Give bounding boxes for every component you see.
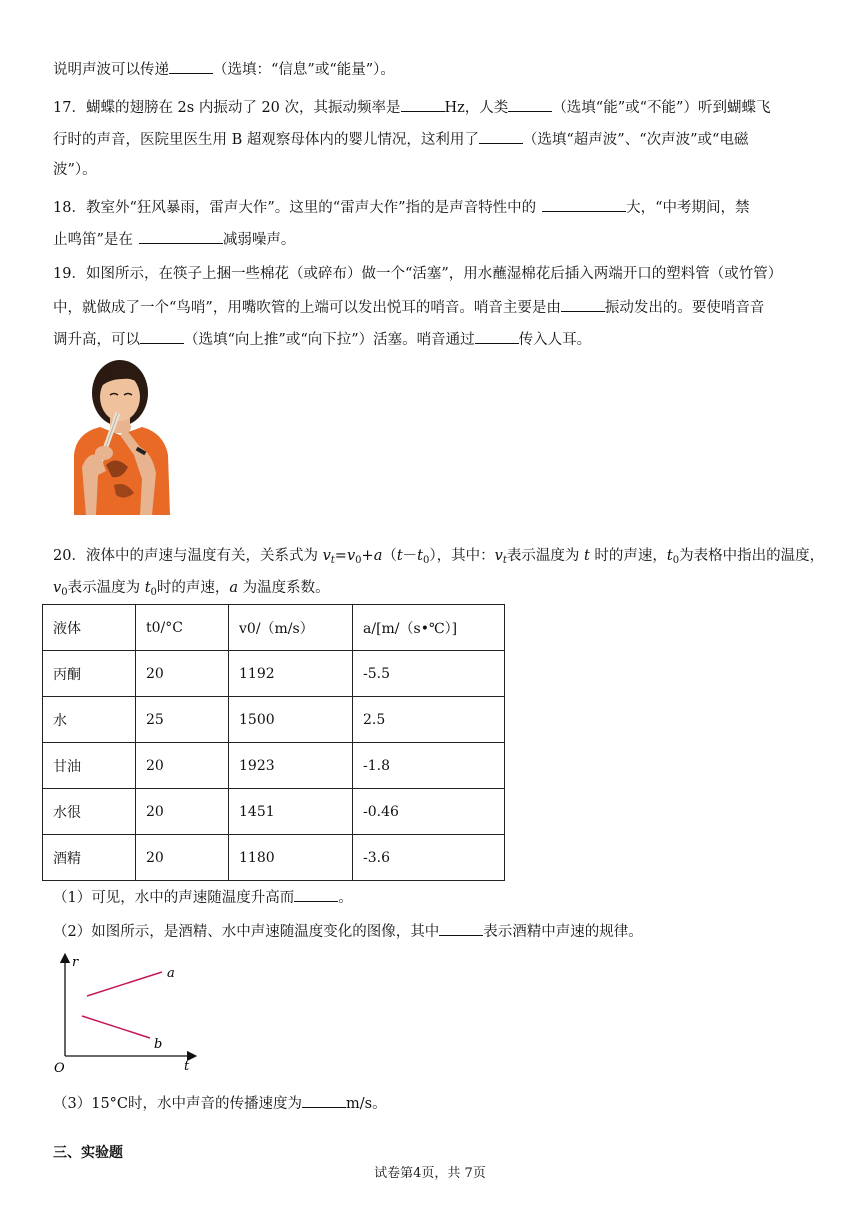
q18-line1: 18．教室外“狂风暴雨，雷声大作”。这里的“雷声大作”指的是声音特性中的 大，“中考期间，禁 xyxy=(53,196,810,218)
table-cell: -0.46 xyxy=(353,789,505,835)
q18-line2: 止鸣笛”是在 减弱噪声。 xyxy=(53,228,810,250)
table-cell: 2.5 xyxy=(353,697,505,743)
table-cell: 1180 xyxy=(229,835,353,881)
table-cell: 1923 xyxy=(229,743,353,789)
table-cell: 20 xyxy=(136,789,229,835)
line-a xyxy=(87,972,162,996)
whistle-player-illustration xyxy=(56,355,180,515)
table-cell: 酒精 xyxy=(43,835,136,881)
speed-temperature-graph xyxy=(50,952,200,1072)
section-title: 三、实验题 xyxy=(53,1145,123,1161)
table-row xyxy=(43,651,505,697)
answer-blank[interactable] xyxy=(401,96,445,112)
table-cell: 20 xyxy=(136,835,229,881)
table-cell: -3.6 xyxy=(353,835,505,881)
header-cell: v0/（m/s） xyxy=(229,605,353,651)
table-cell: 20 xyxy=(136,743,229,789)
table-row xyxy=(43,743,505,789)
q20-sub1: （1）可见，水中的声速随温度升高而 。 xyxy=(53,886,810,908)
q20-sub3: （3）15°C时，水中声音的传播速度为 m/s。 xyxy=(53,1092,810,1114)
line-prev-question-end: 说明声波可以传递 （选填：“信息”或“能量”）。 xyxy=(53,58,810,80)
table-cell: 1500 xyxy=(229,697,353,743)
table-cell: 1192 xyxy=(229,651,353,697)
answer-blank[interactable] xyxy=(561,296,605,312)
table-cell: 20 xyxy=(136,651,229,697)
answer-blank[interactable] xyxy=(479,128,523,144)
answer-blank[interactable] xyxy=(169,58,213,74)
header-cell: 液体 xyxy=(43,605,136,651)
table-row xyxy=(43,789,505,835)
answer-blank[interactable] xyxy=(139,228,223,244)
answer-blank[interactable] xyxy=(542,196,626,212)
table-row xyxy=(43,697,505,743)
table-row xyxy=(43,835,505,881)
y-axis-label: r xyxy=(72,955,79,970)
table-cell: 水很 xyxy=(43,789,136,835)
line-a-label: a xyxy=(167,966,175,981)
line-b xyxy=(82,1016,150,1038)
q19-line3: 调升高，可以 （选填“向上推”或“向下拉”）活塞。哨音通过 传入人耳。 xyxy=(53,328,810,350)
origin-label: O xyxy=(54,1061,65,1072)
q20-line1: 20．液体中的声速与温度有关，关系式为 $v_t=v_0+a(t-t_0)$，其中：$v_t$表示温度为 t 时的声速，$t_0$为表格中指出的温度， xyxy=(53,548,825,566)
page-footer: 试卷第4页，共 7页 xyxy=(374,1166,486,1181)
q20-line2: $v_0$表示温度为 $t_0$时的声速，a 为温度系数。 xyxy=(53,580,330,598)
header-cell: t0/°C xyxy=(136,605,229,651)
table-cell: -1.8 xyxy=(353,743,505,789)
q20-sub2: （2）如图所示，是酒精、水中声速随温度变化的图像，其中 表示酒精中声速的规律。 xyxy=(53,920,810,942)
answer-blank[interactable] xyxy=(294,886,338,902)
q17-line2: 行时的声音，医院里医生用 B 超观察母体内的婴儿情况，这利用了 （选填“超声波”、“次声波”或“电磁 xyxy=(53,128,810,150)
answer-blank[interactable] xyxy=(439,920,483,936)
table-cell: -5.5 xyxy=(353,651,505,697)
sound-speed-table xyxy=(42,604,505,881)
table-cell: 水 xyxy=(43,697,136,743)
answer-blank[interactable] xyxy=(140,328,184,344)
x-axis-label: t xyxy=(184,1059,190,1072)
q19-line1: 19．如图所示，在筷子上捆一些棉花（或碎布）做一个“活塞”，用水蘸湿棉花后插入两端开口的塑料管（或竹管） xyxy=(53,266,783,282)
table-cell: 甘油 xyxy=(43,743,136,789)
line-b-label: b xyxy=(154,1037,163,1052)
q19-line2: 中，就做成了一个“鸟哨”，用嘴吹管的上端可以发出悦耳的哨音。哨音主要是由 振动发出的。要使哨音音 xyxy=(53,296,810,318)
header-cell: a/[m/（s•℃）] xyxy=(353,605,505,651)
table-cell: 1451 xyxy=(229,789,353,835)
answer-blank[interactable] xyxy=(508,96,552,112)
table-header-row xyxy=(43,605,505,651)
answer-blank[interactable] xyxy=(302,1092,346,1108)
table-cell: 丙酮 xyxy=(43,651,136,697)
table-cell: 25 xyxy=(136,697,229,743)
q17-line3: 波”）。 xyxy=(53,162,97,178)
answer-blank[interactable] xyxy=(475,328,519,344)
q17-line1: 17．蝴蝶的翅膀在 2s 内振动了 20 次，其振动频率是 Hz，人类 （选填“能”或“不能”）听到蝴蝶飞 xyxy=(53,96,810,118)
